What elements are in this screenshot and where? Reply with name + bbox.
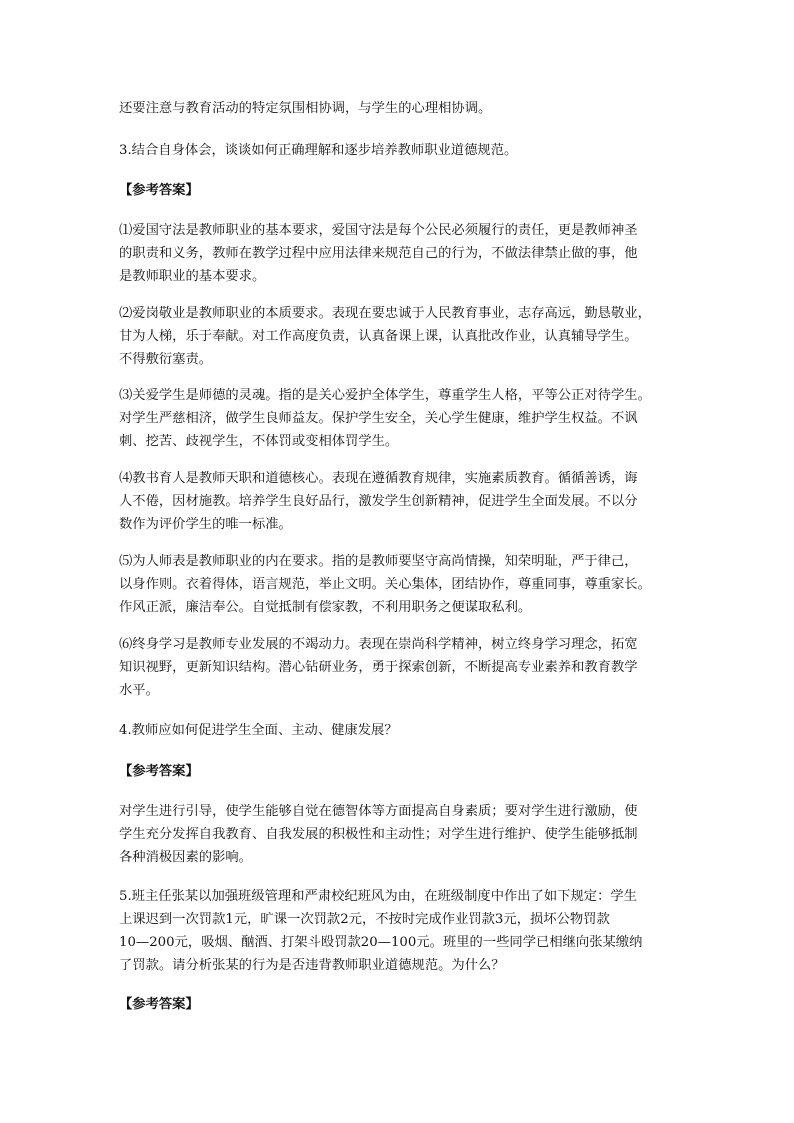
text-line: 作风正派，廉洁奉公。自觉抵制有偿家教，不利用职务之便谋取私利。 xyxy=(119,600,532,615)
text-line: 10—200元，吸烟、酗酒、打架斗殴罚款20—100元。班里的一些同学已相继向张某缴纳 xyxy=(119,935,643,950)
text-line: 知识视野，更新知识结构。潜心钻研业务，勇于探索创新，不断提高专业素养和教育教学 xyxy=(119,660,638,675)
text-line: ⑷教书育人是教师天职和道德核心。表现在遵循教育规律，实施素质教育。循循善诱，诲 xyxy=(119,471,638,486)
text-line: ⑶关爱学生是师德的灵魂。指的是关心爱护全体学生，尊重学生人格，平等公正对待学生。 xyxy=(119,388,651,403)
text-line: 水平。 xyxy=(119,683,159,698)
text-line: 的职责和义务，教师在教学过程中应用法律来规范自己的行为，不做法律禁止做的事，他 xyxy=(119,246,638,261)
text-line: ⑹终身学习是教师专业发展的不竭动力。表现在崇尚科学精神，树立终身学习理念，拓宽 xyxy=(119,637,638,652)
text-line: 了罚款。请分析张某的行为是否违背教师职业道德规范。为什么？ xyxy=(119,958,505,973)
text-line: 甘为人梯，乐于奉献。对工作高度负责，认真备课上课，认真批改作业，认真辅导学生。 xyxy=(119,329,638,344)
answer-heading: 【参考答案】 xyxy=(119,183,199,198)
text-line: 5.班主任张某以加强班级管理和严肃校纪班风为由，在班级制度中作出了如下规定：学生 xyxy=(119,889,637,904)
text-line: 4.教师应如何促进学生全面、主动、健康发展？ xyxy=(119,723,398,738)
text-line: 还要注意与教育活动的特定氛围相协调，与学生的心理相协调。 xyxy=(119,101,492,116)
text-line: 对学生严慈相济，做学生良师益友。保护学生安全，关心学生健康，维护学生权益。不讽 xyxy=(119,411,638,426)
answer-heading: 【参考答案】 xyxy=(119,764,199,779)
text-line: 人不倦，因材施教。培养学生良好品行，激发学生创新精神，促进学生全面发展。不以分 xyxy=(119,494,638,509)
text-line: 学生充分发挥自我教育、自我发展的积极性和主动性；对学生进行维护、使学生能够抵制 xyxy=(119,827,638,842)
text-line: ⑸为人师表是教师职业的内在要求。指的是教师要坚守高尚情操，知荣明耻，严于律己， xyxy=(119,554,638,569)
text-line: 各种消极因素的影响。 xyxy=(119,850,252,865)
text-line: ⑵爱岗敬业是教师职业的本质要求。表现在要忠诚于人民教育事业，志存高远，勤恳敬业， xyxy=(119,306,651,321)
text-line: 不得敷衍塞责。 xyxy=(119,352,213,367)
text-line: 是教师职业的基本要求。 xyxy=(119,269,266,284)
text-line: 上课迟到一次罚款1元，旷课一次罚款2元，不按时完成作业罚款3元，损坏公物罚款 xyxy=(119,912,610,927)
text-line: 数作为评价学生的唯一标准。 xyxy=(119,517,292,532)
text-line: 3.结合自身体会，谈谈如何正确理解和逐步培养教师职业道德规范。 xyxy=(119,143,518,158)
text-line: 对学生进行引导，使学生能够自觉在德智体等方面提高自身素质；要对学生进行激励，使 xyxy=(119,804,638,819)
text-line: ⑴爱国守法是教师职业的基本要求，爱国守法是每个公民必须履行的责任，更是教师神圣 xyxy=(119,223,638,238)
text-line: 以身作则。衣着得体，语言规范，举止文明。关心集体，团结协作，尊重同事，尊重家长。 xyxy=(119,577,651,592)
text-line: 刺、挖苦、歧视学生，不体罚或变相体罚学生。 xyxy=(119,434,399,449)
answer-heading: 【参考答案】 xyxy=(119,997,199,1012)
